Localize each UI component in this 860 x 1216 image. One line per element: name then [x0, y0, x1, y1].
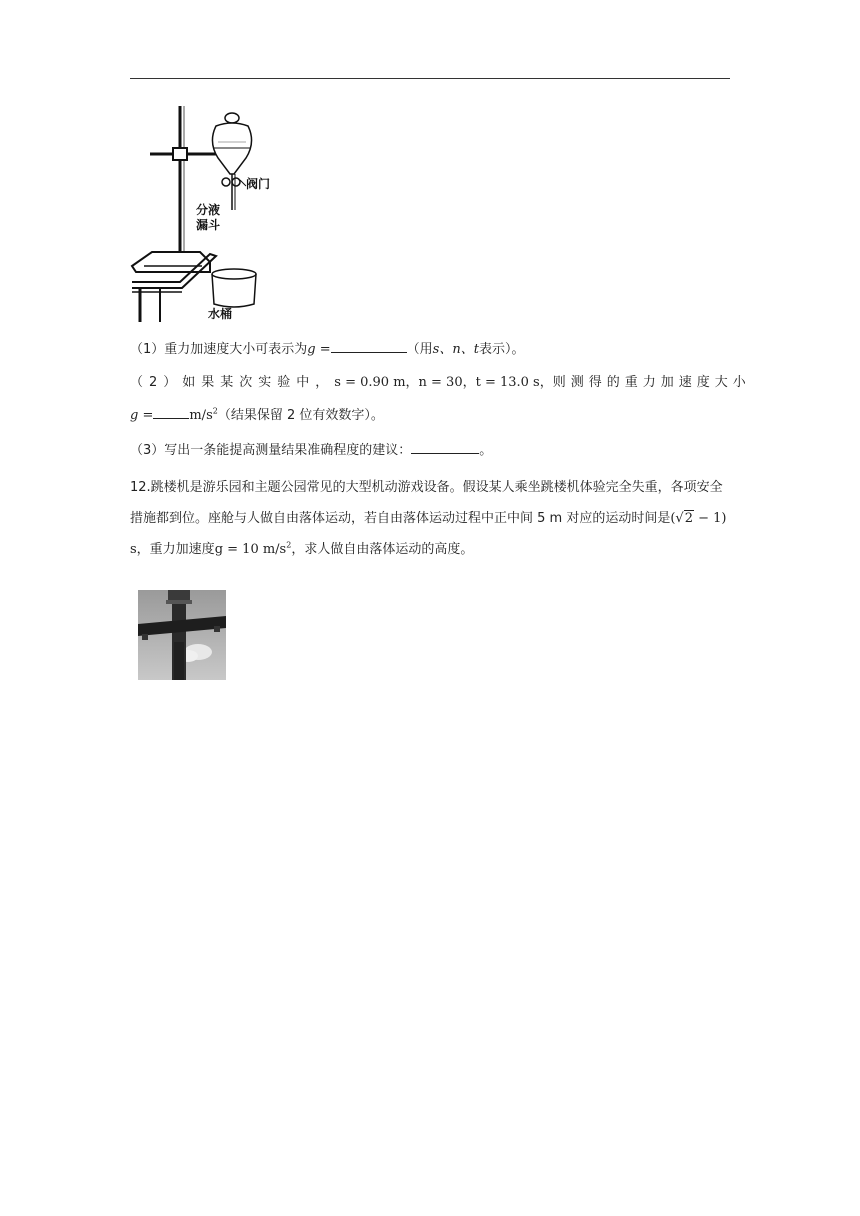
- funnel-label-line1: 分液: [196, 203, 221, 217]
- problem12-text1: 12.跳楼机是游乐园和主题公园常见的大型机动游戏设备。假设某人乘坐跳楼机体验完全失重，各项安全措施都到位。座舱与人做自由落体运动，若自由落体运动过程中正中间 5 m 对应的运动时间是: [130, 480, 723, 526]
- problem12-time-open: (: [670, 511, 676, 526]
- q2-prefix: （2）如果某次实验中，: [130, 375, 335, 390]
- q1-suffix-close: 表示）。: [478, 342, 525, 357]
- question-3: [130, 439, 730, 461]
- bucket-label: 水桶: [208, 307, 233, 321]
- q2-unit-exponent: 2: [212, 406, 218, 416]
- problem12-time-close: − 1) s: [130, 511, 727, 557]
- valve-label: 阀门: [246, 177, 271, 191]
- q2-answer-blank[interactable]: [153, 404, 189, 419]
- q1-prefix: （1）重力加速度大小可表示为: [130, 342, 308, 357]
- q2-t-value: t = 13.0 s，: [475, 375, 553, 390]
- question-2-line2: [130, 404, 730, 426]
- q2-n-value: n = 30，: [418, 375, 476, 390]
- problem12-g-exponent: 2: [286, 540, 292, 550]
- q2-suffix: 则测得的重力加速度大小: [552, 375, 751, 390]
- q1-answer-blank[interactable]: [331, 338, 407, 353]
- question-1: [130, 338, 730, 360]
- problem-12: 12.跳楼机是游乐园和主题公园常见的大型机动游戏设备。假设某人乘坐跳楼机体验完全失重，各项安全措施都到位。座舱与人做自由落体运动，若自由落体运动过程中正中间 5 m 对应的运动时间是(√2 − 1) s，重力加速度g = 10 $m/s^2$，求人做自由落体运动的高度。: [130, 480, 727, 557]
- q2-note: （结果保留 2 位有效数字）。: [217, 408, 384, 423]
- q2-g-symbol: g =: [130, 408, 154, 423]
- separatory-funnel-apparatus-figure: [130, 106, 280, 322]
- question-2-line1: [130, 373, 751, 393]
- q2-unit: m/s: [189, 408, 213, 423]
- q1-g-symbol: g =: [307, 342, 331, 357]
- q1-vars: s、n、t: [432, 342, 479, 357]
- header-rule: [130, 78, 730, 79]
- q2-s-value: s = 0.90 m，: [334, 375, 419, 390]
- drop-tower-photo: [138, 590, 226, 680]
- q3-answer-blank[interactable]: [411, 439, 479, 454]
- q3-end: 。: [479, 443, 493, 458]
- problem12-time-sqrt: 2: [684, 511, 693, 526]
- problem12-text2: ，重力加速度: [136, 542, 215, 557]
- problem12-text3: ，求人做自由落体运动的高度。: [291, 542, 474, 557]
- problem12-g-expr: g = 10 m/s: [214, 542, 287, 557]
- q1-suffix-open: （用: [406, 342, 433, 357]
- funnel-label-line2: 漏斗: [196, 218, 221, 232]
- q3-text: （3）写出一条能提高测量结果准确程度的建议：: [130, 443, 412, 458]
